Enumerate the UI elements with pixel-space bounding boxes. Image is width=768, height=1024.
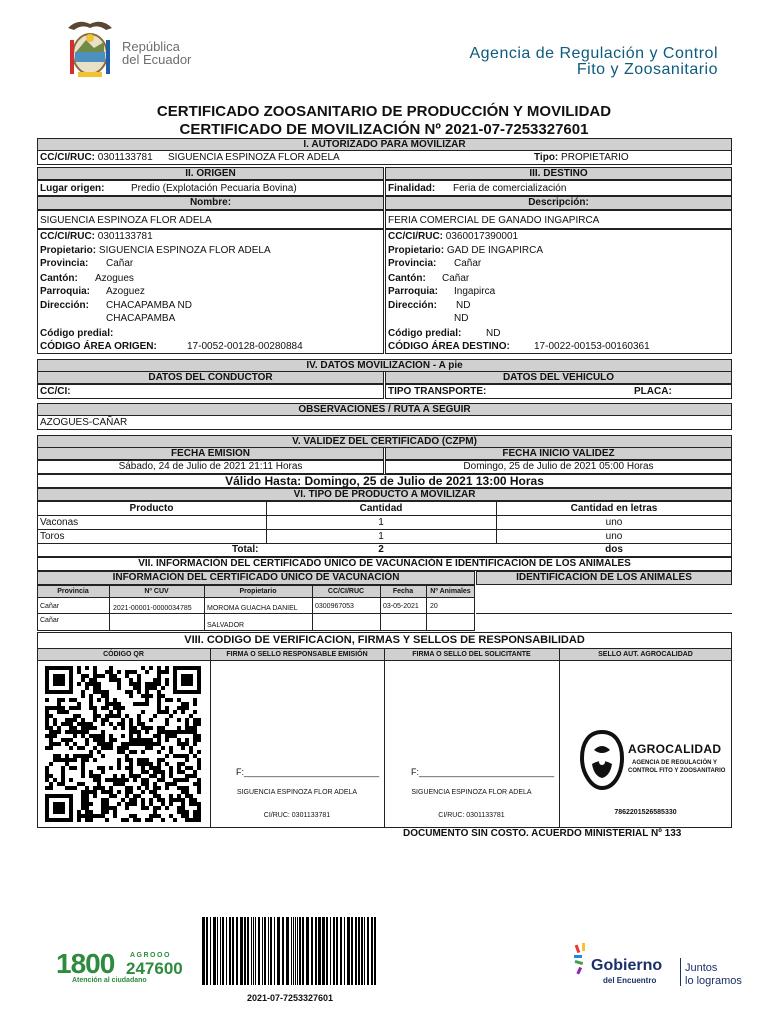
firma-emision-line: F:___________________________ xyxy=(236,767,380,777)
destino-canton-label: Cantón: xyxy=(388,273,426,284)
republic-logo-text xyxy=(122,40,191,66)
gobierno-burst-icon xyxy=(574,943,590,975)
sin-costo-note: DOCUMENTO SIN COSTO. ACUERDO MINISTERIAL Nº 133 xyxy=(403,828,682,839)
col-cantidad-letras: Cantidad en letras xyxy=(570,503,658,514)
fecha-inicio-value: Domingo, 25 de Julio de 2021 05:00 Horas xyxy=(463,461,654,472)
section1-tipo-value: PROPIETARIO xyxy=(561,152,629,163)
col-ruc: CC/CI/RUC xyxy=(327,588,365,595)
vacunacion-header: VII. INFORMACIÓN DEL CERTIFICADO ÚNICO DE VACUNACIÓN E IDENTIFICACIÓN DE LOS ANIMALES xyxy=(138,558,631,569)
firma-solicitante-line: F:___________________________ xyxy=(411,767,555,777)
phone-big: 1800 xyxy=(56,948,115,979)
origen-id-label: CC/CI/RUC: xyxy=(40,231,95,242)
fecha-emision-label: FECHA EMISION xyxy=(37,447,384,460)
section1-header: I. AUTORIZADO PARA MOVILIZAR xyxy=(37,138,732,151)
col-fecha: Fecha xyxy=(392,588,414,595)
destino-cod-value: ND xyxy=(486,328,501,339)
origen-cod-label: Código predial: xyxy=(40,328,114,339)
col-cuv: Nº CUV xyxy=(144,588,169,595)
conductor-cc-label: CC/CI: xyxy=(40,386,71,397)
fecha-inicio-label: FECHA INICIO VALIDEZ xyxy=(385,447,732,460)
section1-tipo-label: Tipo: xyxy=(534,152,559,163)
agrocalidad-sub1: AGENCIA DE REGULACIÓN Y xyxy=(632,760,718,766)
producto-row1-qty: 1 xyxy=(378,517,384,528)
origen-dir-label: Dirección: xyxy=(40,300,89,311)
col-cantidad: Cantidad xyxy=(359,503,403,514)
cuv-row1-fecha: 03-05-2021 xyxy=(383,603,419,610)
cuv-row1-ruc: 0300967053 xyxy=(315,603,354,610)
producto-row1-letras: uno xyxy=(605,517,623,528)
origen-prov-label: Provincia: xyxy=(40,258,89,269)
tipo-transporte-label: TIPO TRANSPORTE: xyxy=(388,386,487,397)
destino-dir-value1: ND xyxy=(456,300,471,311)
agency-line2: Fito y Zoosanitario xyxy=(576,61,718,78)
col-firma-solicitante: FIRMA O SELLO DEL SOLICITANTE xyxy=(412,651,531,658)
observaciones-header: OBSERVACIONES / RUTA A SEGUIR xyxy=(37,403,732,416)
destino-parr-value: Ingapirca xyxy=(454,286,496,297)
producto-row2-name: Toros xyxy=(40,531,65,542)
firmas-header: VIII. CODIGO DE VERIFICACION, FIRMAS Y SELLOS DE RESPONSABILIDAD xyxy=(184,634,585,646)
section1-id-label: CC/CI/RUC: xyxy=(40,152,95,163)
cuv-row1-animales: 20 xyxy=(430,603,438,610)
republic-line1: República xyxy=(122,39,180,54)
origen-prop-value: SIGUENCIA ESPINOZA FLOR ADELA xyxy=(98,245,271,256)
col-propietario: Propietario xyxy=(239,588,277,595)
republic-line2: del Ecuador xyxy=(122,52,192,67)
validez-header: V. VALIDEZ DEL CERTIFICADO (CZPM) xyxy=(37,435,732,448)
col-producto: Producto xyxy=(129,503,174,514)
certificate-number: CERTIFICADO DE MOVILIZACIÓN Nº 2021-07-7253327601 xyxy=(179,121,589,138)
origen-nombre-value: SIGUENCIA ESPINOZA FLOR ADELA xyxy=(40,215,212,226)
origen-prop-label: Propietario: xyxy=(40,245,97,256)
conductor-header: DATOS DEL CONDUCTOR xyxy=(37,371,384,384)
movilizacion-header: IV. DATOS MOVILIZACION - A pie xyxy=(37,359,732,372)
origen-nombre-label: Nombre: xyxy=(37,196,384,210)
gobierno-text: Gobierno xyxy=(591,957,663,974)
total-label: Total: xyxy=(232,544,259,555)
cuv-row2-provincia: Cañar xyxy=(40,617,60,624)
destino-prop-value: GAD DE INGAPIRCA xyxy=(446,245,544,256)
producto-row2-qty: 1 xyxy=(378,531,384,542)
producto-row1-name: Vaconas xyxy=(40,517,79,528)
destino-prop-label: Propietario: xyxy=(388,245,445,256)
section1-id-value: 0301133781 xyxy=(97,152,153,163)
qr-code-icon xyxy=(45,666,201,822)
juntos-line2: lo logramos xyxy=(685,975,742,987)
origen-canton-label: Cantón: xyxy=(40,273,78,284)
destino-canton-value: Cañar xyxy=(442,273,470,284)
origen-parr-label: Parroquia: xyxy=(40,286,91,297)
origen-header: II. ORIGEN xyxy=(37,167,384,180)
origen-canton-value: Azogues xyxy=(95,273,134,284)
agrocalidad-sub2: CONTROL FITO Y ZOOSANITARIO xyxy=(628,768,726,774)
destino-cod-label: Código predial: xyxy=(388,328,462,339)
col-firma-emision: FIRMA O SELLO RESPONSABLE EMISIÓN xyxy=(226,651,368,658)
cuv-row1-propietario: MOROMA GUACHA DANIEL xyxy=(207,605,298,612)
destino-parr-label: Parroquia: xyxy=(388,286,439,297)
destino-prov-value: Cañar xyxy=(454,258,482,269)
observaciones-value: AZOGUES-CAÑAR xyxy=(40,417,128,428)
cuv-row2-propietario: SALVADOR xyxy=(207,622,245,629)
destino-id-value: 0360017390001 xyxy=(445,231,519,242)
juntos-line1: Juntos xyxy=(685,962,718,974)
origen-lugar-label: Lugar origen: xyxy=(40,183,105,194)
destino-dir-value2: ND xyxy=(454,313,469,324)
agency-line1: Agencia de Regulación y Control xyxy=(469,45,718,62)
producto-header: VI. TIPO DE PRODUCTO A MOVILIZAR xyxy=(37,488,732,501)
origen-dir-value1: CHACAPAMBA ND xyxy=(106,300,192,311)
destino-fin-value: Feria de comercialización xyxy=(453,183,567,194)
agrocalidad-brand: AGROCALIDAD xyxy=(628,742,722,756)
destino-fin-label: Finalidad: xyxy=(388,183,436,194)
destino-header: III. DESTINO xyxy=(385,167,732,180)
agrocalidad-logo-icon xyxy=(580,730,624,790)
vehiculo-header: DATOS DEL VEHICULO xyxy=(385,371,732,384)
atencion-ciudadano: Atención al ciudadano xyxy=(72,977,147,984)
phone-bottom: 247600 xyxy=(126,959,183,978)
origen-area-value: 17-0052-00128-00280884 xyxy=(187,341,303,352)
origen-dir-value2: CHACAPAMBA xyxy=(106,313,176,324)
col-provincia: Provincia xyxy=(57,588,89,595)
observaciones-row xyxy=(37,415,732,430)
cuv-row1-provincia: Cañar xyxy=(40,603,60,610)
firma-emision-ruc: CI/RUC: 0301133781 xyxy=(263,812,331,819)
destino-prov-label: Provincia: xyxy=(388,258,437,269)
firma-solicitante-name: SIGUENCIA ESPINOZA FLOR ADELA xyxy=(411,789,532,796)
fecha-emision-value: Sábado, 24 de Julio de 2021 21:11 Horas xyxy=(118,461,303,472)
producto-row2-letras: uno xyxy=(605,531,623,542)
cuv-row1-cuv: 2021-00001-0000034785 xyxy=(113,605,192,612)
agency-name xyxy=(469,46,718,78)
identificacion-header: IDENTIFICACIÓN DE LOS ANIMALES xyxy=(476,571,732,585)
total-letras: dos xyxy=(605,544,623,555)
firma-emision-name: SIGUENCIA ESPINOZA FLOR ADELA xyxy=(236,789,358,796)
col-animales: Nº Animales xyxy=(430,588,471,595)
destino-desc-label: Descripción: xyxy=(385,196,732,210)
origen-parr-value: Azoguez xyxy=(106,286,145,297)
destino-desc-value: FERIA COMERCIAL DE GANADO INGAPIRCA xyxy=(388,215,600,226)
destino-area-value: 17-0022-00153-00160361 xyxy=(534,341,650,352)
sello-number: 7862201526585330 xyxy=(614,809,677,816)
origen-prov-value: Cañar xyxy=(106,258,134,269)
destino-id-label: CC/CI/RUC: xyxy=(388,231,443,242)
origen-area-label: CÓDIGO ÁREA ORIGEN: xyxy=(40,341,157,352)
destino-area-label: CÓDIGO ÁREA DESTINO: xyxy=(388,341,510,352)
encuentro-text: del Encuentro xyxy=(603,976,657,985)
origen-lugar-value: Predio (Explotación Pecuaria Bovina) xyxy=(131,183,297,194)
cuv-header: INFORMACIÓN DEL CERTIFICADO ÚNICO DE VACUNACIÓN xyxy=(37,571,475,585)
col-qr: CÓDIGO QR xyxy=(103,651,144,658)
origen-id-value: 0301133781 xyxy=(97,231,153,242)
conductor-row xyxy=(37,384,384,399)
ecuador-coat-of-arms-icon xyxy=(64,18,116,80)
col-sello: SELLO AUT. AGROCALIDAD xyxy=(598,651,693,658)
document-title: CERTIFICADO ZOOSANITARIO DE PRODUCCIÓN Y MOVILIDAD xyxy=(156,103,612,120)
phone-top: AGROOO xyxy=(130,952,171,959)
total-value: 2 xyxy=(378,544,384,555)
destino-dir-label: Dirección: xyxy=(388,300,437,311)
barcode-number: 2021-07-7253327601 xyxy=(246,993,334,1003)
placa-label: PLACA: xyxy=(634,386,672,397)
valido-hasta: Válido Hasta: Domingo, 25 de Julio de 2021 13:00 Horas xyxy=(225,474,544,488)
section1-name: SIGUENCIA ESPINOZA FLOR ADELA xyxy=(168,152,340,163)
firma-solicitante-ruc: CI/RUC: 0301133781 xyxy=(438,812,505,819)
barcode-icon xyxy=(200,917,380,985)
